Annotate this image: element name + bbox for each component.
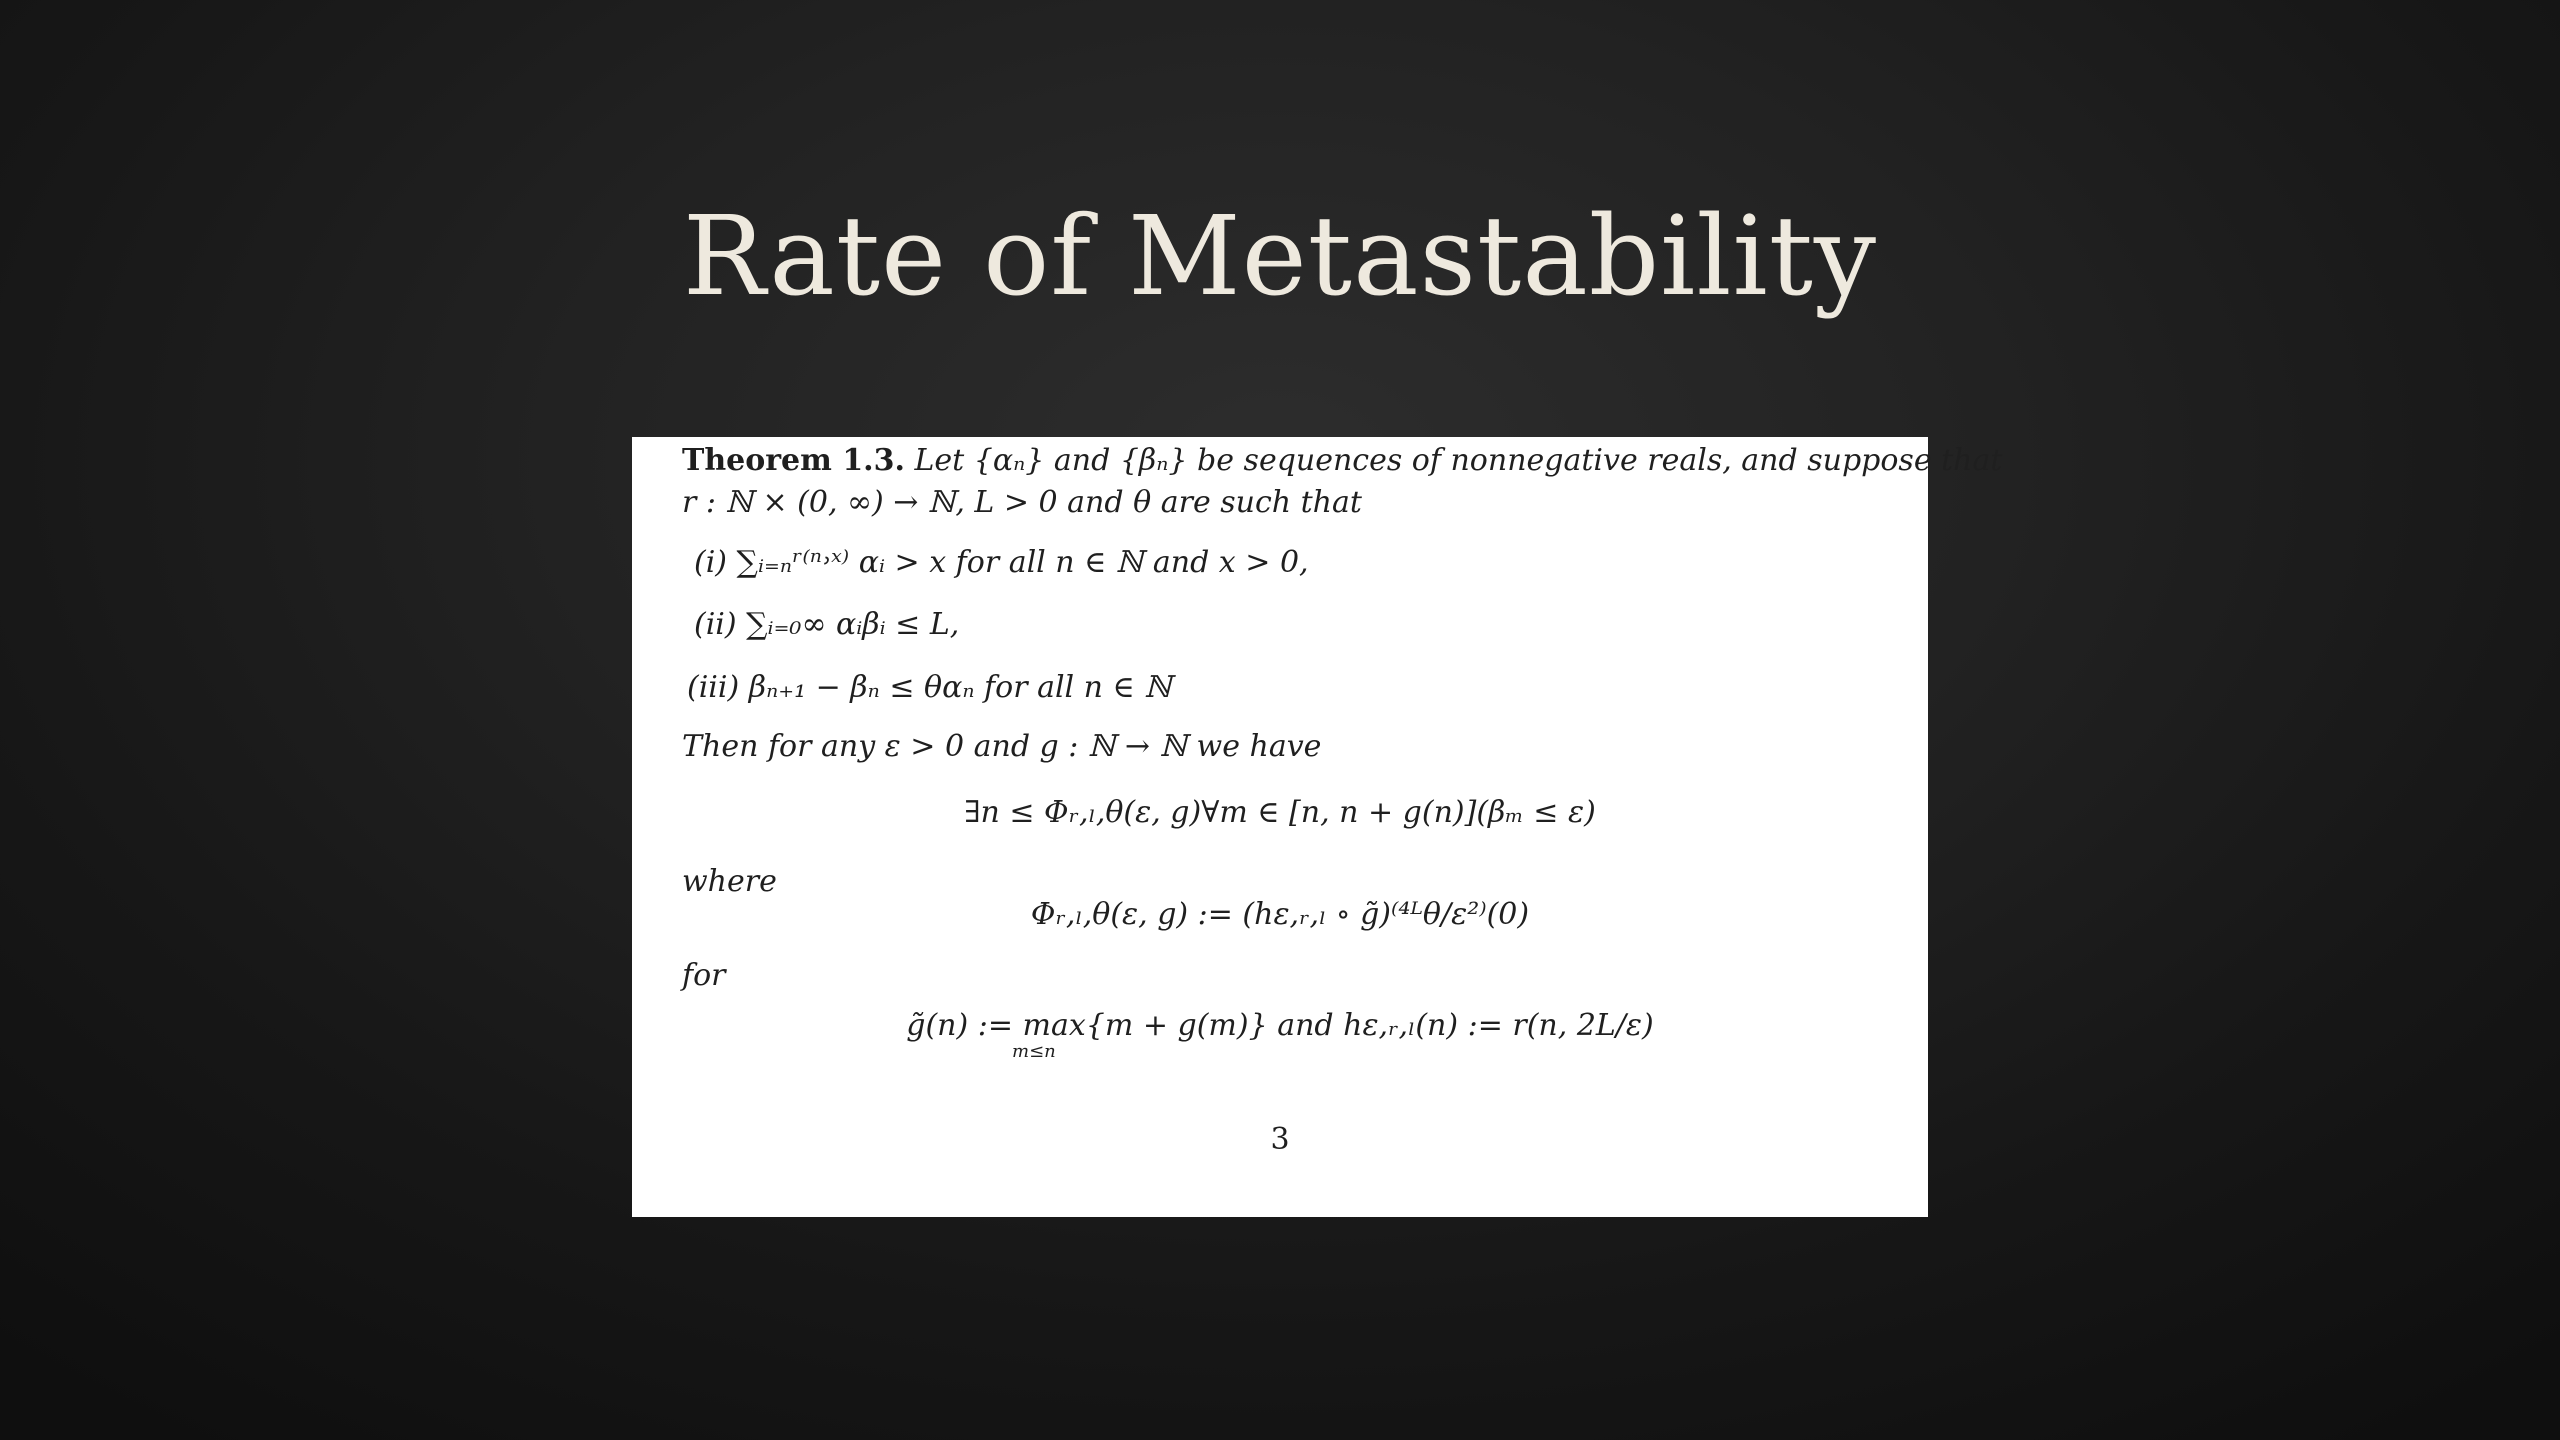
where-label: where <box>682 864 777 899</box>
main-formula: ∃n ≤ Φᵣ,ₗ,θ(ε, g)∀m ∈ [n, n + g(n)](βₘ ≤ ε) <box>964 795 1596 830</box>
condition-ii: (ii) ∑ᵢ₌₀∞ αᵢβᵢ ≤ L, <box>694 607 960 642</box>
condition-iii: (iii) βₙ₊₁ − βₙ ≤ θαₙ for all n ∈ ℕ <box>687 670 1172 705</box>
g-formula-subscript: m≤n <box>1012 1041 1056 1062</box>
phi-formula: Φᵣ,ₗ,θ(ε, g) := (hε,ᵣ,ₗ ∘ g̃)⁽⁴ᴸθ/ε²⁾(0) <box>1030 897 1530 932</box>
theorem-intro: Let {αₙ} and {βₙ} be sequences of nonnegative reals, and suppose that <box>914 443 2003 478</box>
theorem-intro-line-2: r : ℕ × (0, ∞) → ℕ, L > 0 and θ are such that <box>682 485 1362 520</box>
theorem-image <box>632 437 2003 1217</box>
g-formula: g̃(n) := max{m + g(m)} and hε,ᵣ,ₗ(n) := r(n, 2L/ε) <box>906 1008 1654 1043</box>
theorem-first-line <box>682 442 2002 480</box>
condition-i: (i) ∑ᵢ₌ₙʳ⁽ⁿ˒ˣ⁾ αᵢ > x for all n ∈ ℕ and x > 0, <box>694 545 1309 580</box>
for-label: for <box>682 958 726 993</box>
slide-title: Rate of Metastability <box>682 192 1878 320</box>
page-number: 3 <box>1270 1122 1290 1157</box>
then-line: Then for any ε > 0 and g : ℕ → ℕ we have <box>682 729 1322 764</box>
theorem-heading: Theorem 1.3. <box>682 443 905 478</box>
